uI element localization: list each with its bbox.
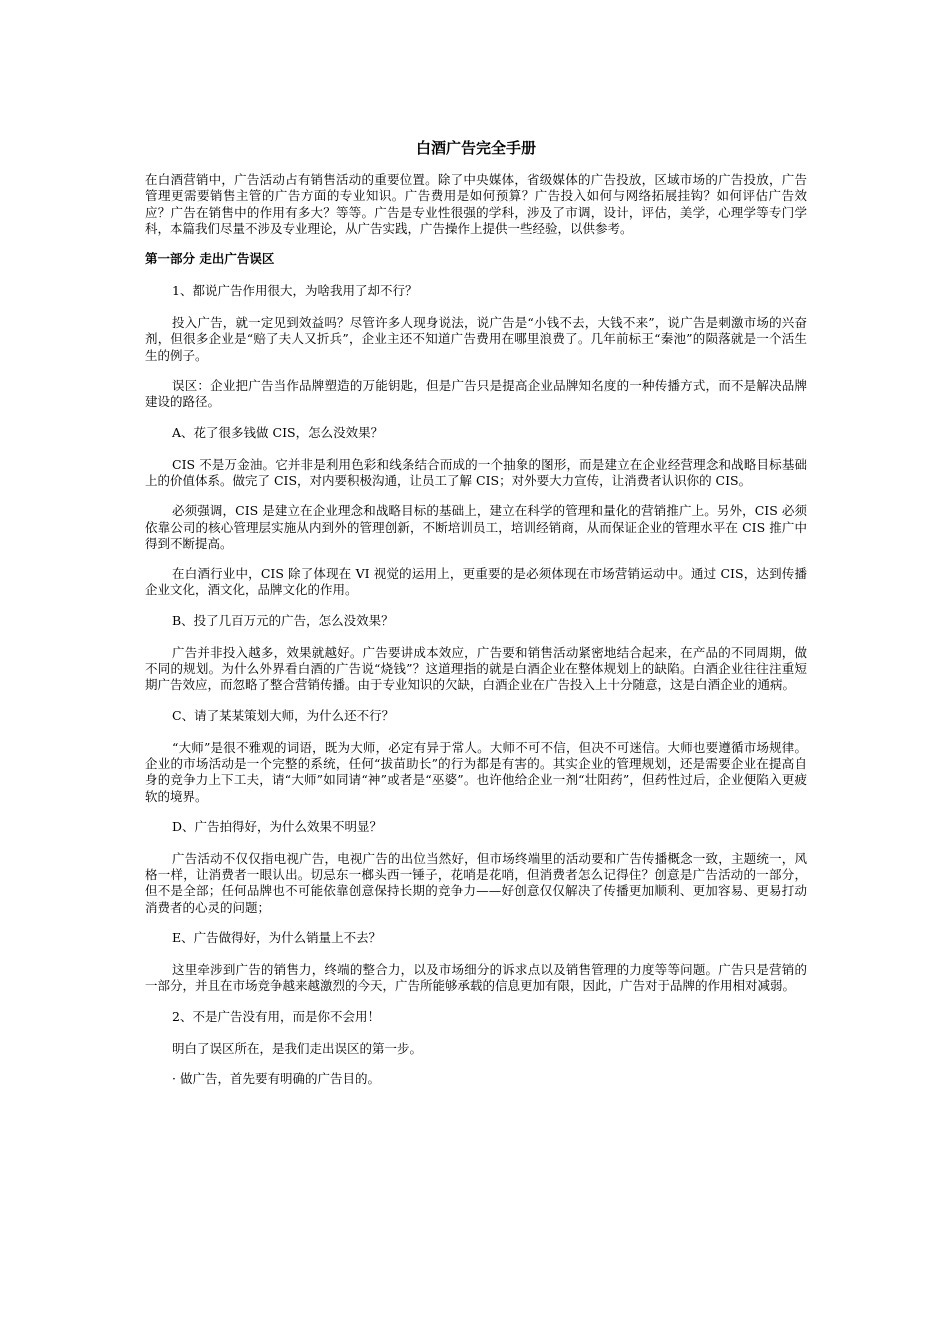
item-d-heading: D、广告拍得好，为什么效果不明显？ [172,818,383,834]
item-c-paragraph-1: “大师”是很不雅观的词语，既为大师，必定有异于常人。大师不可不信，但决不可迷信。大师也要遵循市场规律。企业的市场活动是一个完整的系统，任何“拔苗助长”的行为都是有害的。其实企业的管理规划，还是需要企业在提高自身的竞争力上下工夫，请“大师”如同请“神”或者是“巫婆”。也许他给企业一剂“壮阳药”，但药性过后，企业便陷入更疲软的境界。 [145,739,807,804]
question-two-paragraph-2: · 做广告，首先要有明确的广告目的。 [172,1070,380,1086]
item-a-paragraph-3: 在白酒行业中，CIS 除了体现在 VI 视觉的运用上，更重要的是必须体现在市场营销运动中。通过 CIS，达到传播企业文化，酒文化，品牌文化的作用。 [145,566,807,598]
question-two-heading: 2、不是广告没有用，而是你不会用！ [172,1008,380,1024]
question-two-paragraph-1: 明白了误区所在，是我们走出误区的第一步。 [172,1040,423,1056]
document-title: 白酒广告完全手册 [415,139,536,157]
question-one-paragraph-1: 投入广告，就一定见到效益吗？尽管许多人现身说法，说广告是“小钱不去，大钱不来”，说广告是刺激市场的兴奋剂，但很多企业是“赔了夫人又折兵”，企业主还不知道广告费用在哪里浪费了。几年前标王“秦池”的陨落就是一个活生生的例子。 [145,315,807,363]
item-a-paragraph-2: 必须强调，CIS 是建立在企业理念和战略目标的基础上，建立在科学的管理和量化的营销推广上。另外，CIS 必须依靠公司的核心管理层实施从内到外的管理创新，不断培训员工，培训经销商，从而保证企业的管理水平在 CIS 推广中得到不断提高。 [145,503,807,551]
item-a-heading: A、花了很多钱做 CIS，怎么没效果？ [172,424,384,440]
item-e-heading: E、广告做得好，为什么销量上不去？ [172,930,382,946]
question-one-heading: 1、都说广告作用很大，为啥我用了却不行？ [172,283,418,299]
item-e-paragraph-1: 这里牵涉到广告的销售力，终端的整合力，以及市场细分的诉求点以及销售管理的力度等等问题。广告只是营销的一部分，并且在市场竞争越来越激烈的今天，广告所能够承载的信息更加有限，因此，广告对于品牌的作用相对减弱。 [145,962,807,994]
item-c-heading: C、请了某某策划大师，为什么还不行？ [172,707,395,723]
intro-paragraph: 在白酒营销中，广告活动占有销售活动的重要位置。除了中央媒体，省级媒体的广告投放，区域市场的广告投放，广告管理更需要销售主管的广告方面的专业知识。广告费用是如何预算？广告投入如何与网络拓展挂钩？如何评估广告效应？广告在销售中的作用有多大？等等。广告是专业性很强的学科，涉及了市调，设计，评估，美学，心理学等专门学科，本篇我们尽量不涉及专业理论，从广告实践，广告操作上提供一些经验，以供参考。 [145,172,807,236]
part-one-heading: 第一部分 走出广告误区 [145,251,275,267]
item-b-heading: B、投了几百万元的广告，怎么没效果？ [172,612,394,628]
document-page [145,138,807,1101]
item-a-paragraph-1: CIS 不是万金油。它并非是利用色彩和线条结合而成的一个抽象的图形，而是建立在企业经营理念和战略目标基础上的价值体系。做完了 CIS，对内要积极沟通，让员工了解 CIS；对外要大力宣传，让消费者认识你的 CIS。 [145,456,807,488]
item-b-paragraph-1: 广告并非投入越多，效果就越好。广告要讲成本效应，广告要和销售活动紧密地结合起来，在产品的不同周期，做不同的规划。为什么外界看白酒的广告说“烧钱”？这道理指的就是白酒企业在整体规划上的缺陷。白酒企业往往注重短期广告效应，而忽略了整合营销传播。由于专业知识的欠缺，白酒企业在广告投入上十分随意，这是白酒企业的通病。 [145,644,807,693]
item-d-paragraph-1: 广告活动不仅仅指电视广告，电视广告的出位当然好，但市场终端里的活动要和广告传播概念一致，主题统一，风格一样，让消费者一眼认出。切忌东一榔头西一锤子，花哨是花哨，但消费者怎么记得住？创意是广告活动的一部分，但不是全部；任何品牌也不可能依靠创意保持长期的竞争力——好创意仅仅解决了传播更加顺利、更加容易、更易打动消费者的心灵的问题； [145,850,807,915]
question-one-paragraph-2: 误区：企业把广告当作品牌塑造的万能钥匙，但是广告只是提高企业品牌知名度的一种传播方式，而不是解决品牌建设的路径。 [145,378,807,410]
